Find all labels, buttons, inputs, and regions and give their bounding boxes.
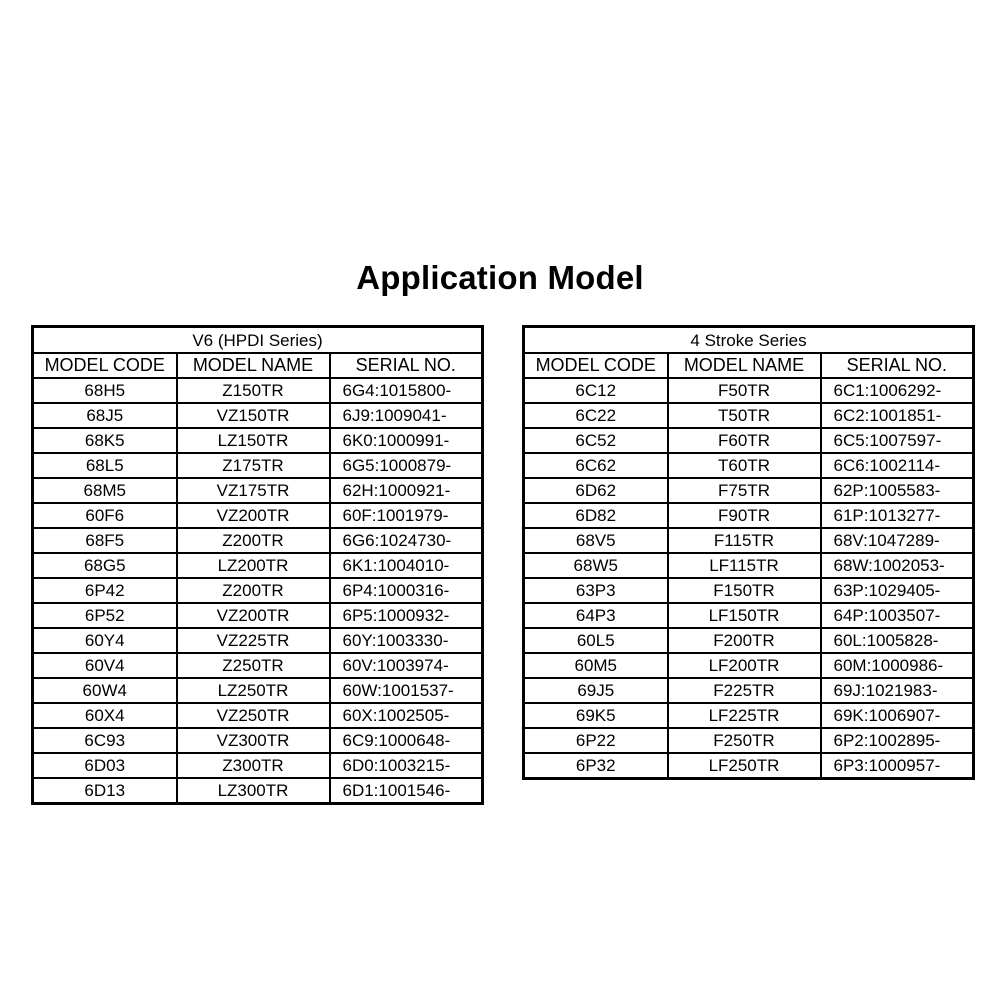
table-row [33, 553, 483, 578]
model-code-cell: 60F6 [33, 503, 177, 528]
table-row [33, 703, 483, 728]
serial-no-cell: 6P2:1002895- [821, 728, 974, 753]
model-code-cell: 6C12 [524, 378, 668, 403]
serial-no-cell: 6K0:1000991- [330, 428, 483, 453]
serial-no-cell: 61P:1013277- [821, 503, 974, 528]
model-code-cell: 60X4 [33, 703, 177, 728]
serial-no-cell: 6C1:1006292- [821, 378, 974, 403]
model-name-cell: VZ225TR [177, 628, 330, 653]
series-title: V6 (HPDI Series) [33, 327, 483, 354]
model-code-cell: 6P22 [524, 728, 668, 753]
table-row [524, 728, 974, 753]
serial-no-cell: 6D1:1001546- [330, 778, 483, 804]
serial-no-cell: 6C6:1002114- [821, 453, 974, 478]
column-header-model-name: MODEL NAME [177, 353, 330, 378]
serial-no-cell: 6G6:1024730- [330, 528, 483, 553]
serial-no-cell: 62P:1005583- [821, 478, 974, 503]
serial-no-cell: 60Y:1003330- [330, 628, 483, 653]
4-stroke-series-table [522, 325, 975, 780]
model-name-cell: F75TR [668, 478, 821, 503]
model-code-cell: 6C93 [33, 728, 177, 753]
column-header-serial-no: SERIAL NO. [330, 353, 483, 378]
page-title: Application Model [356, 259, 644, 296]
model-code-cell: 60W4 [33, 678, 177, 703]
model-code-cell: 68V5 [524, 528, 668, 553]
model-code-cell: 6C52 [524, 428, 668, 453]
serial-no-cell: 60F:1001979- [330, 503, 483, 528]
model-name-cell: LF200TR [668, 653, 821, 678]
column-header-model-code: MODEL CODE [33, 353, 177, 378]
serial-no-cell: 6D0:1003215- [330, 753, 483, 778]
model-code-cell: 68M5 [33, 478, 177, 503]
model-code-cell: 6C62 [524, 453, 668, 478]
model-code-cell: 68G5 [33, 553, 177, 578]
model-name-cell: LF225TR [668, 703, 821, 728]
table-row [33, 478, 483, 503]
serial-no-cell: 60M:1000986- [821, 653, 974, 678]
model-name-cell: LF150TR [668, 603, 821, 628]
serial-no-cell: 6K1:1004010- [330, 553, 483, 578]
column-header-row [33, 353, 483, 378]
model-name-cell: F200TR [668, 628, 821, 653]
table-row [524, 503, 974, 528]
v6-hpdi-series-table [31, 325, 484, 805]
model-code-cell: 6D62 [524, 478, 668, 503]
model-name-cell: VZ300TR [177, 728, 330, 753]
model-name-cell: F60TR [668, 428, 821, 453]
serial-no-cell: 6J9:1009041- [330, 403, 483, 428]
serial-no-cell: 6G4:1015800- [330, 378, 483, 403]
model-code-cell: 6P42 [33, 578, 177, 603]
model-code-cell: 6D03 [33, 753, 177, 778]
model-code-cell: 60Y4 [33, 628, 177, 653]
model-code-cell: 60L5 [524, 628, 668, 653]
model-name-cell: LF115TR [668, 553, 821, 578]
series-title-row [33, 327, 483, 354]
model-name-cell: Z175TR [177, 453, 330, 478]
table-row [33, 403, 483, 428]
model-code-cell: 6P32 [524, 753, 668, 779]
table-row [33, 428, 483, 453]
series-title-row [524, 327, 974, 354]
column-header-model-name: MODEL NAME [668, 353, 821, 378]
table-row [33, 453, 483, 478]
serial-no-cell: 62H:1000921- [330, 478, 483, 503]
serial-no-cell: 6P3:1000957- [821, 753, 974, 779]
serial-no-cell: 63P:1029405- [821, 578, 974, 603]
model-name-cell: LZ200TR [177, 553, 330, 578]
serial-no-cell: 68W:1002053- [821, 553, 974, 578]
table-row [33, 378, 483, 403]
table-row [524, 553, 974, 578]
model-name-cell: F225TR [668, 678, 821, 703]
model-name-cell: VZ150TR [177, 403, 330, 428]
serial-no-cell: 6C2:1001851- [821, 403, 974, 428]
model-code-cell: 6P52 [33, 603, 177, 628]
serial-no-cell: 68V:1047289- [821, 528, 974, 553]
model-name-cell: T60TR [668, 453, 821, 478]
model-name-cell: VZ175TR [177, 478, 330, 503]
model-name-cell: Z250TR [177, 653, 330, 678]
table-row [524, 753, 974, 779]
table-row [33, 528, 483, 553]
serial-no-cell: 6C9:1000648- [330, 728, 483, 753]
model-name-cell: T50TR [668, 403, 821, 428]
table-row [33, 603, 483, 628]
table-row [524, 453, 974, 478]
model-code-cell: 63P3 [524, 578, 668, 603]
model-code-cell: 68W5 [524, 553, 668, 578]
serial-no-cell: 64P:1003507- [821, 603, 974, 628]
table-row [524, 528, 974, 553]
model-name-cell: Z200TR [177, 528, 330, 553]
serial-no-cell: 60L:1005828- [821, 628, 974, 653]
table-row [524, 578, 974, 603]
table-row [33, 728, 483, 753]
column-header-serial-no: SERIAL NO. [821, 353, 974, 378]
model-name-cell: LZ150TR [177, 428, 330, 453]
model-code-cell: 6D13 [33, 778, 177, 804]
model-code-cell: 60M5 [524, 653, 668, 678]
table-row [524, 378, 974, 403]
serial-no-cell: 69K:1006907- [821, 703, 974, 728]
model-name-cell: LZ250TR [177, 678, 330, 703]
table-row [524, 653, 974, 678]
model-name-cell: Z200TR [177, 578, 330, 603]
model-code-cell: 6D82 [524, 503, 668, 528]
model-code-cell: 64P3 [524, 603, 668, 628]
serial-no-cell: 60W:1001537- [330, 678, 483, 703]
model-name-cell: Z300TR [177, 753, 330, 778]
table-row [524, 428, 974, 453]
serial-no-cell: 60X:1002505- [330, 703, 483, 728]
table-row [33, 653, 483, 678]
model-code-cell: 60V4 [33, 653, 177, 678]
model-name-cell: Z150TR [177, 378, 330, 403]
column-header-model-code: MODEL CODE [524, 353, 668, 378]
model-code-cell: 69K5 [524, 703, 668, 728]
model-code-cell: 68J5 [33, 403, 177, 428]
column-header-row [524, 353, 974, 378]
table-row [524, 403, 974, 428]
model-name-cell: LZ300TR [177, 778, 330, 804]
model-name-cell: F115TR [668, 528, 821, 553]
table-row [33, 753, 483, 778]
serial-no-cell: 69J:1021983- [821, 678, 974, 703]
model-code-cell: 69J5 [524, 678, 668, 703]
model-name-cell: F90TR [668, 503, 821, 528]
serial-no-cell: 6P5:1000932- [330, 603, 483, 628]
model-code-cell: 6C22 [524, 403, 668, 428]
model-name-cell: LF250TR [668, 753, 821, 779]
serial-no-cell: 6C5:1007597- [821, 428, 974, 453]
model-name-cell: VZ250TR [177, 703, 330, 728]
serial-no-cell: 60V:1003974- [330, 653, 483, 678]
model-name-cell: VZ200TR [177, 603, 330, 628]
table-row [524, 603, 974, 628]
series-title: 4 Stroke Series [524, 327, 974, 354]
serial-no-cell: 6P4:1000316- [330, 578, 483, 603]
model-name-cell: F150TR [668, 578, 821, 603]
table-row [524, 678, 974, 703]
table-row [33, 503, 483, 528]
model-code-cell: 68F5 [33, 528, 177, 553]
serial-no-cell: 6G5:1000879- [330, 453, 483, 478]
table-row [33, 678, 483, 703]
table-row [33, 578, 483, 603]
table-row [524, 478, 974, 503]
table-row [524, 703, 974, 728]
model-name-cell: F250TR [668, 728, 821, 753]
model-code-cell: 68H5 [33, 378, 177, 403]
table-row [33, 628, 483, 653]
table-row [33, 778, 483, 804]
model-code-cell: 68K5 [33, 428, 177, 453]
table-row [524, 628, 974, 653]
model-name-cell: VZ200TR [177, 503, 330, 528]
model-name-cell: F50TR [668, 378, 821, 403]
model-code-cell: 68L5 [33, 453, 177, 478]
